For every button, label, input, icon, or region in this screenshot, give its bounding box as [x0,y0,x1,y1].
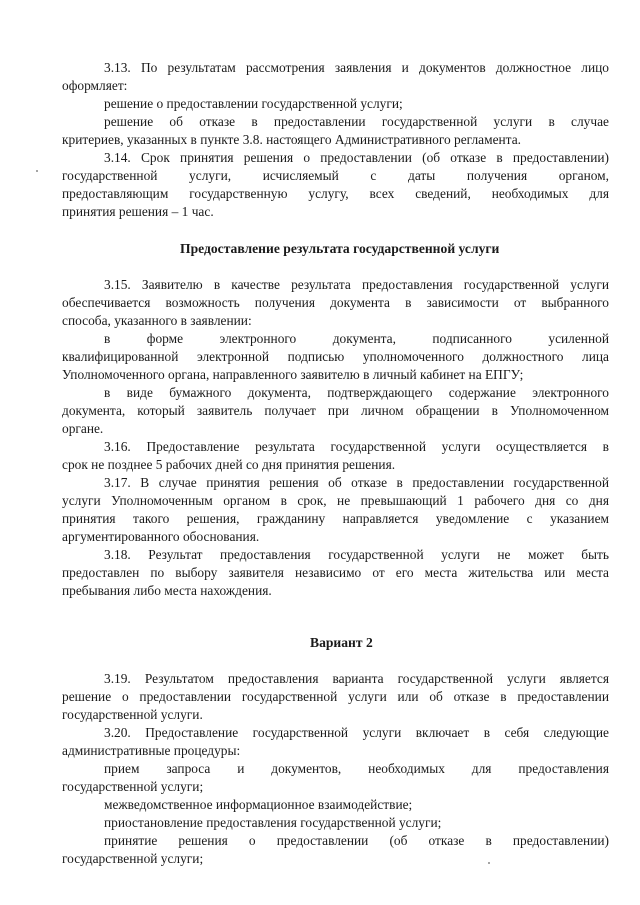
text-line: межведомственное информационное взаимодействие; [104,797,413,812]
scan-speck [488,862,490,864]
text-line: услуги Уполномоченным органом в срок, не превышающий 1 рабочего дня со дня [62,493,609,508]
text-line: приостановление предоставления государственной услуги; [104,815,442,830]
text-line: пребывания либо места нахождения. [62,583,272,598]
text-line: государственной услуги. [62,707,203,722]
text-line: документа, который заявитель получает при личном обращении в Уполномоченном [62,403,609,418]
scan-speck [36,170,38,172]
text-line: 3.17. В случае принятия решения об отказе в предоставлении государственной [104,475,609,490]
text-line: решение об отказе в предоставлении государственной услуги в случае [104,114,609,129]
text-line: способа, указанного в заявлении: [62,313,252,328]
text-line: прием запроса и документов, необходимых для предоставления [104,761,609,776]
text-line: 3.13. По результатам рассмотрения заявления и документов должностное лицо [104,60,609,75]
section-heading: Предоставление результата государственной услуги [180,241,500,256]
text-line: государственной услуги, исчисляемый с даты получения органом, [62,168,609,183]
text-line: принятие решения о предоставлении (об отказе в предоставлении) [104,833,609,848]
text-line: Уполномоченного органа, направленного заявителю в личный кабинет на ЕПГУ; [62,367,524,382]
text-line: 3.20. Предоставление государственной услуги включает в себя следующие [104,725,609,740]
text-line: принятия такого решения, гражданину направляется уведомление с указанием [62,511,609,526]
text-line: в форме электронного документа, подписанного усиленной [104,331,609,346]
text-line: оформляет: [62,78,128,93]
section-heading: Вариант 2 [310,635,373,650]
text-line: административные процедуры: [62,743,241,758]
text-line: аргументированного обоснования. [62,529,260,544]
text-line: принятия решения – 1 час. [62,204,214,219]
text-line: срок не позднее 5 рабочих дней со дня принятия решения. [62,457,396,472]
text-line: в виде бумажного документа, подтверждающего содержание электронного [104,385,609,400]
text-line: критериев, указанных в пункте 3.8. настоящего Административного регламента. [62,132,521,147]
text-line: 3.19. Результатом предоставления варианта государственной услуги является [104,671,609,686]
text-line: государственной услуги; [62,779,204,794]
text-line: 3.14. Срок принятия решения о предоставлении (об отказе в предоставлении) [104,150,609,165]
text-line: предоставлен по выбору заявителя независимо от его места жительства или места [62,565,609,580]
text-line: 3.16. Предоставление результата государственной услуги осуществляется в [104,439,609,454]
text-line: квалифицированной электронной подписью уполномоченного должностного лица [62,349,609,364]
text-line: обеспечивается возможность получения документа в зависимости от выбранного [62,295,609,310]
text-line: 3.18. Результат предоставления государственной услуги не может быть [104,547,609,562]
text-line: решение о предоставлении государственной услуги; [104,96,403,111]
text-line: решение о предоставлении государственной услуги или об отказе в предоставлении [62,689,609,704]
text-line: 3.15. Заявителю в качестве результата предоставления государственной услуги [104,277,609,292]
text-line: государственной услуги; [62,851,204,866]
text-line: предоставляющим государственную услугу, всех сведений, необходимых для [62,186,609,201]
text-line: органе. [62,421,104,436]
